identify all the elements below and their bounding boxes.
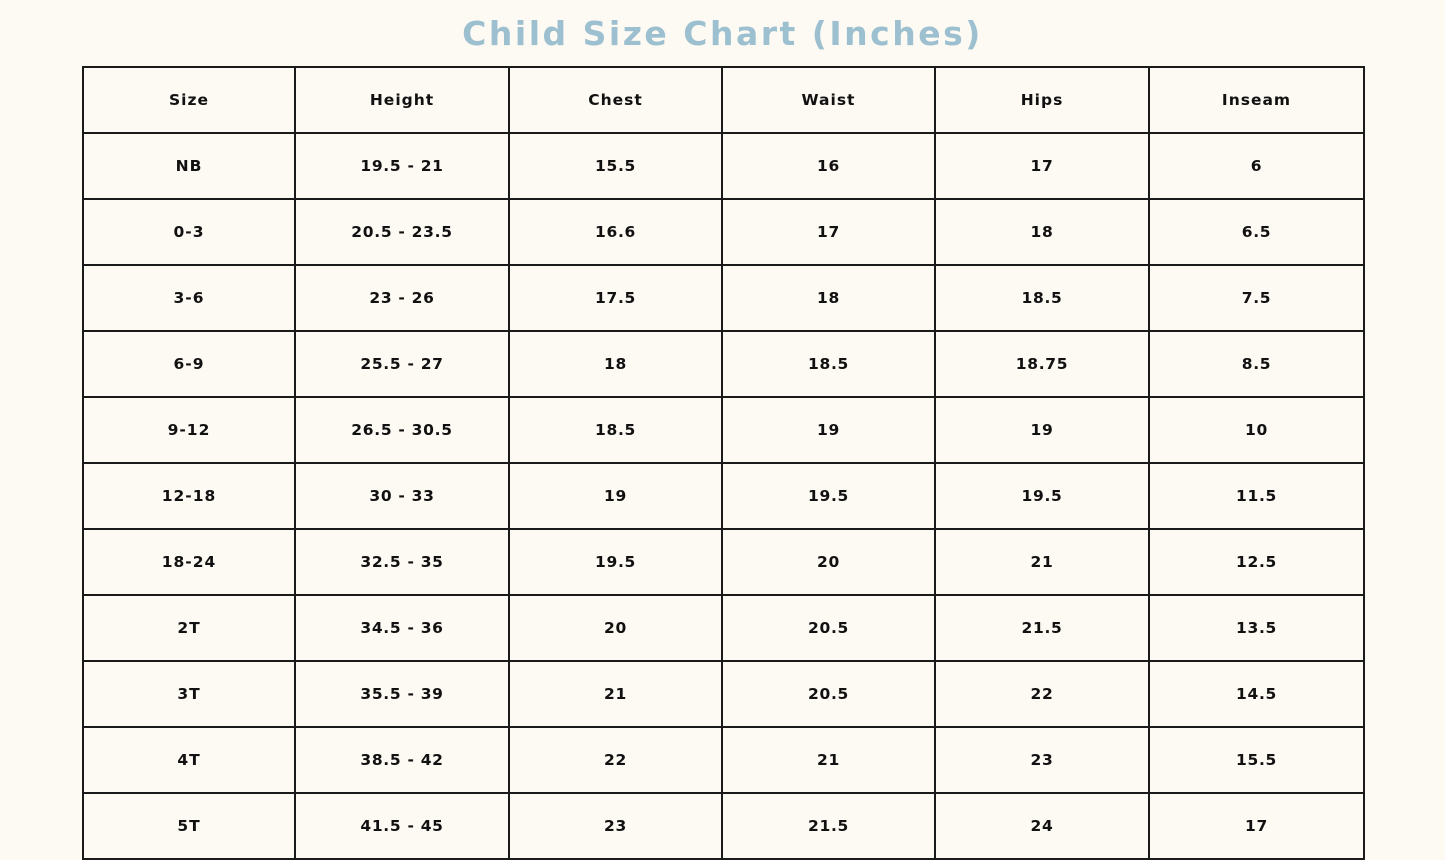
cell-waist: 16 [722, 133, 935, 199]
cell-size: 12-18 [83, 463, 295, 529]
cell-size: 3-6 [83, 265, 295, 331]
column-header-height: Height [295, 67, 509, 133]
table-header [83, 67, 1364, 133]
table-row [83, 265, 1364, 331]
cell-height: 26.5 - 30.5 [295, 397, 509, 463]
cell-hips: 19.5 [935, 463, 1149, 529]
cell-hips: 21.5 [935, 595, 1149, 661]
cell-waist: 21.5 [722, 793, 935, 859]
cell-size: 9-12 [83, 397, 295, 463]
cell-chest: 18.5 [509, 397, 722, 463]
cell-size: 4T [83, 727, 295, 793]
cell-inseam: 8.5 [1149, 331, 1364, 397]
cell-inseam: 14.5 [1149, 661, 1364, 727]
cell-hips: 21 [935, 529, 1149, 595]
table-row [83, 133, 1364, 199]
table-container [0, 66, 1445, 860]
table-row [83, 199, 1364, 265]
cell-inseam: 10 [1149, 397, 1364, 463]
cell-height: 30 - 33 [295, 463, 509, 529]
column-header-size: Size [83, 67, 295, 133]
cell-chest: 19 [509, 463, 722, 529]
cell-waist: 19 [722, 397, 935, 463]
cell-size: 3T [83, 661, 295, 727]
cell-inseam: 7.5 [1149, 265, 1364, 331]
cell-height: 23 - 26 [295, 265, 509, 331]
cell-chest: 23 [509, 793, 722, 859]
cell-waist: 20.5 [722, 661, 935, 727]
cell-inseam: 13.5 [1149, 595, 1364, 661]
cell-size: NB [83, 133, 295, 199]
cell-chest: 17.5 [509, 265, 722, 331]
cell-waist: 17 [722, 199, 935, 265]
cell-height: 34.5 - 36 [295, 595, 509, 661]
cell-inseam: 11.5 [1149, 463, 1364, 529]
size-chart-table [82, 66, 1365, 860]
table-row [83, 463, 1364, 529]
cell-hips: 18.75 [935, 331, 1149, 397]
table-row [83, 661, 1364, 727]
table-body [83, 133, 1364, 859]
column-header-waist: Waist [722, 67, 935, 133]
cell-height: 38.5 - 42 [295, 727, 509, 793]
column-header-chest: Chest [509, 67, 722, 133]
cell-size: 0-3 [83, 199, 295, 265]
cell-waist: 18 [722, 265, 935, 331]
cell-chest: 22 [509, 727, 722, 793]
cell-chest: 20 [509, 595, 722, 661]
column-header-hips: Hips [935, 67, 1149, 133]
cell-waist: 20.5 [722, 595, 935, 661]
page-title: Child Size Chart (Inches) [462, 14, 983, 53]
cell-height: 19.5 - 21 [295, 133, 509, 199]
cell-chest: 15.5 [509, 133, 722, 199]
cell-hips: 19 [935, 397, 1149, 463]
cell-hips: 18.5 [935, 265, 1149, 331]
cell-size: 18-24 [83, 529, 295, 595]
cell-size: 6-9 [83, 331, 295, 397]
table-row [83, 529, 1364, 595]
table-row [83, 727, 1364, 793]
cell-height: 41.5 - 45 [295, 793, 509, 859]
table-row [83, 595, 1364, 661]
cell-hips: 24 [935, 793, 1149, 859]
cell-height: 32.5 - 35 [295, 529, 509, 595]
cell-size: 5T [83, 793, 295, 859]
cell-chest: 21 [509, 661, 722, 727]
cell-waist: 21 [722, 727, 935, 793]
table-header-row [83, 67, 1364, 133]
cell-hips: 22 [935, 661, 1149, 727]
cell-hips: 23 [935, 727, 1149, 793]
cell-hips: 18 [935, 199, 1149, 265]
cell-size: 2T [83, 595, 295, 661]
cell-inseam: 12.5 [1149, 529, 1364, 595]
cell-hips: 17 [935, 133, 1149, 199]
table-row [83, 397, 1364, 463]
cell-chest: 19.5 [509, 529, 722, 595]
cell-inseam: 15.5 [1149, 727, 1364, 793]
cell-waist: 20 [722, 529, 935, 595]
cell-waist: 18.5 [722, 331, 935, 397]
table-row [83, 331, 1364, 397]
cell-chest: 18 [509, 331, 722, 397]
cell-chest: 16.6 [509, 199, 722, 265]
cell-height: 25.5 - 27 [295, 331, 509, 397]
column-header-inseam: Inseam [1149, 67, 1364, 133]
table-row [83, 793, 1364, 859]
cell-inseam: 6 [1149, 133, 1364, 199]
cell-inseam: 17 [1149, 793, 1364, 859]
cell-height: 20.5 - 23.5 [295, 199, 509, 265]
cell-inseam: 6.5 [1149, 199, 1364, 265]
cell-waist: 19.5 [722, 463, 935, 529]
cell-height: 35.5 - 39 [295, 661, 509, 727]
